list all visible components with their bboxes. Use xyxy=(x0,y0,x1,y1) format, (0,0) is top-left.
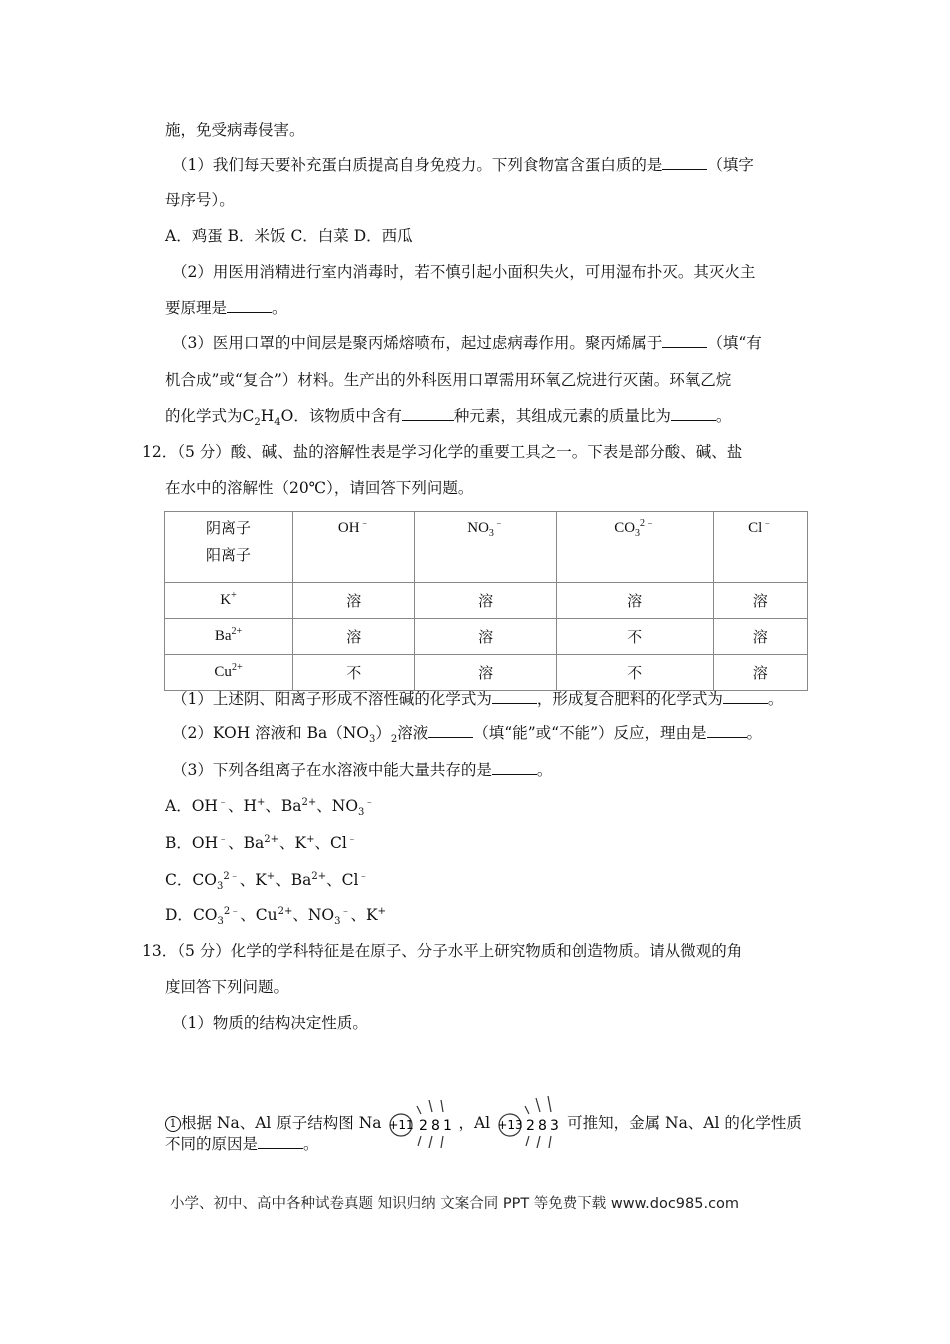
question-11-3 xyxy=(172,333,762,353)
text: K xyxy=(220,592,232,608)
shell-label: 2 xyxy=(526,1118,535,1134)
table-cell: 溶 xyxy=(556,583,713,619)
question-12-1 xyxy=(172,689,783,709)
text: OH xyxy=(337,520,360,536)
table-cell: 溶 xyxy=(713,619,807,655)
text: 、Cl xyxy=(314,834,347,852)
text: 、H xyxy=(227,797,257,815)
text: 、Cu xyxy=(240,906,278,924)
text: CO xyxy=(192,871,217,889)
text: （1）我们每天要补充蛋白质提高自身免疫力。下列食物富含蛋白质的是 xyxy=(172,156,663,174)
answer-blank[interactable] xyxy=(258,1134,303,1149)
options-line: A．鸡蛋 B．米饭 C．白菜 D．西瓜 xyxy=(165,227,413,245)
table-corner xyxy=(165,512,293,583)
text: 溶液 xyxy=(397,724,429,742)
text: 、K xyxy=(239,871,267,889)
subscript: 2 xyxy=(254,417,261,429)
text: Cu xyxy=(214,664,232,680)
superscript: + xyxy=(231,590,237,601)
text: A． xyxy=(165,797,192,815)
table-cell: 溶 xyxy=(293,619,415,655)
answer-blank[interactable] xyxy=(227,298,272,313)
shell-label: 8 xyxy=(431,1118,441,1134)
text: H xyxy=(260,407,275,425)
option-D[interactable] xyxy=(165,905,386,928)
text: 。 xyxy=(303,1135,319,1153)
text: 种元素，其组成元素的质量比为 xyxy=(453,407,671,425)
subscript: 3 xyxy=(216,881,224,893)
superscript: ﹣ xyxy=(493,518,504,529)
al-atom-structure-diagram xyxy=(495,1094,567,1154)
question-12 xyxy=(142,442,742,462)
text: 13． xyxy=(142,942,178,960)
text: Cl xyxy=(748,520,763,536)
subscript: 3 xyxy=(369,734,376,746)
superscript: + xyxy=(377,905,386,917)
text: （3）下列各组离子在水溶液中能大量共存的是 xyxy=(172,761,492,779)
superscript: 2+ xyxy=(231,626,243,637)
cation-cell xyxy=(165,655,293,691)
text: 、NO xyxy=(292,906,335,924)
page-footer: 小学、初中、高中各种试卷真题 知识归纳 文案合同 PPT 等免费下载 www.doc985.com xyxy=(170,1196,740,1212)
superscript: 2+ xyxy=(231,662,243,673)
text: 可推知，金属 Na、Al 的化学性质 xyxy=(567,1114,802,1132)
table-cell: 不 xyxy=(556,655,713,691)
text: 的化学式为C xyxy=(165,407,255,425)
text: Ba xyxy=(214,628,232,644)
text: ，形成复合肥料的化学式为 xyxy=(536,690,723,708)
answer-blank[interactable] xyxy=(492,760,537,775)
text: CO xyxy=(192,906,218,924)
superscript: ﹣ xyxy=(364,796,375,808)
text: 要原理是 xyxy=(165,299,228,317)
anion-header xyxy=(713,512,807,583)
answer-blank[interactable] xyxy=(492,689,537,704)
shell-label: 8 xyxy=(538,1118,547,1134)
option-C[interactable] xyxy=(165,870,369,893)
text: OH xyxy=(191,834,219,852)
text-line: 在水中的溶解性（20℃），请回答下列问题。 xyxy=(165,479,474,497)
superscript: + xyxy=(306,833,315,845)
question-13 xyxy=(142,941,742,961)
table-cell: 溶 xyxy=(415,583,556,619)
answer-blank[interactable] xyxy=(428,723,473,738)
superscript: 2+ xyxy=(311,870,327,882)
text-line: 施，免受病毒侵害。 xyxy=(165,121,305,139)
subscript: 3 xyxy=(635,528,641,539)
option-B[interactable] xyxy=(165,833,357,853)
text: 。 xyxy=(536,761,553,779)
text: O．该物质中含有 xyxy=(280,407,402,425)
text: 、Cl xyxy=(326,871,359,889)
question-13-1: （1）物质的结构决定性质。 xyxy=(172,1014,368,1032)
superscript: ﹣ xyxy=(346,833,357,845)
superscript: 2﹣ xyxy=(223,905,241,917)
superscript: ﹣ xyxy=(358,870,369,882)
superscript: 2﹣ xyxy=(640,518,656,529)
table-cell: 不 xyxy=(293,655,415,691)
na-atom-structure-diagram xyxy=(386,1094,458,1154)
shell-label: 1 xyxy=(443,1118,453,1134)
text: B． xyxy=(165,834,192,852)
text-line: 母序号）。 xyxy=(165,191,235,209)
answer-blank[interactable] xyxy=(723,689,768,704)
text: 。 xyxy=(715,407,732,425)
text: OH xyxy=(191,797,218,815)
superscript: 2+ xyxy=(264,833,280,845)
anion-header xyxy=(293,512,415,583)
text: （5 分）化学的学科特征是在原子、分子水平上研究物质和创造物质。请从微观的角 xyxy=(177,942,743,960)
text: 、Ba xyxy=(275,871,312,889)
text: ） xyxy=(375,724,391,742)
answer-blank[interactable] xyxy=(402,406,454,421)
superscript: + xyxy=(266,870,276,882)
text-line: 机合成”或“复合”）材料。生产出的外科医用口罩需用环氧乙烷进行灭菌。环氧乙烷 xyxy=(165,371,732,389)
table-row xyxy=(165,619,808,655)
text: （2）KOH 溶液和 Ba（NO xyxy=(172,724,370,742)
cation-cell xyxy=(165,619,293,655)
superscript: ﹣ xyxy=(218,833,229,845)
text: NO xyxy=(467,520,489,536)
subscript: 4 xyxy=(274,417,281,429)
text: ，Al xyxy=(458,1114,491,1132)
text-line: 度回答下列问题。 xyxy=(165,978,290,996)
question-12-2 xyxy=(172,723,763,746)
answer-blank[interactable] xyxy=(707,723,747,738)
question-11-2: （2）用医用消精进行室内消毒时，若不慎引起小面积失火，可用湿布扑灭。其灭火主 xyxy=(172,263,756,281)
shell-label: 2 xyxy=(419,1118,429,1134)
option-A[interactable] xyxy=(165,796,375,819)
table-cell: 溶 xyxy=(415,619,556,655)
text: （填字 xyxy=(707,156,754,174)
circled-number: 1 xyxy=(165,1116,181,1132)
shell-label: 3 xyxy=(550,1118,559,1134)
question-11-1 xyxy=(172,155,754,175)
text: 。 xyxy=(746,724,763,742)
anion-header xyxy=(415,512,556,583)
superscript: ﹣ xyxy=(762,518,773,529)
superscript: ﹣ xyxy=(359,518,370,529)
text: （1）上述阴、阳离子形成不溶性碱的化学式为 xyxy=(172,690,492,708)
text-line xyxy=(165,1134,319,1154)
subscript: 2 xyxy=(390,734,398,746)
table-cell: 溶 xyxy=(415,655,556,691)
nucleus-label: +13 xyxy=(497,1118,523,1132)
table-cell: 溶 xyxy=(713,655,807,691)
text: C． xyxy=(165,871,193,889)
superscript: 2﹣ xyxy=(223,870,240,882)
text: CO xyxy=(614,520,636,536)
table-cell: 不 xyxy=(556,619,713,655)
text: 、NO xyxy=(316,797,359,815)
text: （3）医用口罩的中间层是聚丙烯熔喷布，起过虑病毒作用。聚丙烯属于 xyxy=(172,334,663,352)
subscript: 3 xyxy=(334,916,341,928)
text: （填“有 xyxy=(707,334,762,352)
question-number: 12． xyxy=(142,443,178,461)
superscript: ﹣ xyxy=(340,905,351,917)
subscript: 3 xyxy=(488,528,494,539)
table-cell: 溶 xyxy=(293,583,415,619)
text: 、K xyxy=(279,834,307,852)
text: D． xyxy=(165,906,193,924)
text: 。 xyxy=(767,690,784,708)
answer-blank[interactable] xyxy=(662,333,707,348)
text: 。 xyxy=(272,299,288,317)
text: 不同的原因是 xyxy=(165,1135,259,1153)
answer-blank[interactable] xyxy=(662,155,707,170)
subscript: 3 xyxy=(217,916,224,928)
text: 、Ba xyxy=(265,797,302,815)
answer-blank[interactable] xyxy=(671,406,716,421)
table-row xyxy=(165,583,808,619)
table-cell: 溶 xyxy=(713,583,807,619)
text-line xyxy=(165,298,288,318)
nucleus-label: +11 xyxy=(388,1118,415,1132)
superscript: 2+ xyxy=(277,905,293,917)
text: 、K xyxy=(350,906,378,924)
anion-header xyxy=(556,512,713,583)
table-row xyxy=(165,655,808,691)
text: 根据 Na、Al 原子结构图 Na xyxy=(181,1114,382,1132)
superscript: ﹣ xyxy=(217,796,228,808)
superscript: + xyxy=(256,796,266,808)
superscript: 2+ xyxy=(301,796,317,808)
text: （填“能”或“不能”）反应，理由是 xyxy=(473,724,707,742)
subscript: 3 xyxy=(358,807,365,819)
cation-cell xyxy=(165,583,293,619)
corner-top: 阴离子 xyxy=(205,521,251,537)
corner-bottom: 阳离子 xyxy=(205,548,251,564)
text: 、Ba xyxy=(228,834,265,852)
question-12-3 xyxy=(172,760,552,780)
text: （5 分）酸、碱、盐的溶解性表是学习化学的重要工具之一。下表是部分酸、碱、盐 xyxy=(177,443,743,461)
text-line xyxy=(165,406,732,429)
solubility-table xyxy=(164,511,808,691)
